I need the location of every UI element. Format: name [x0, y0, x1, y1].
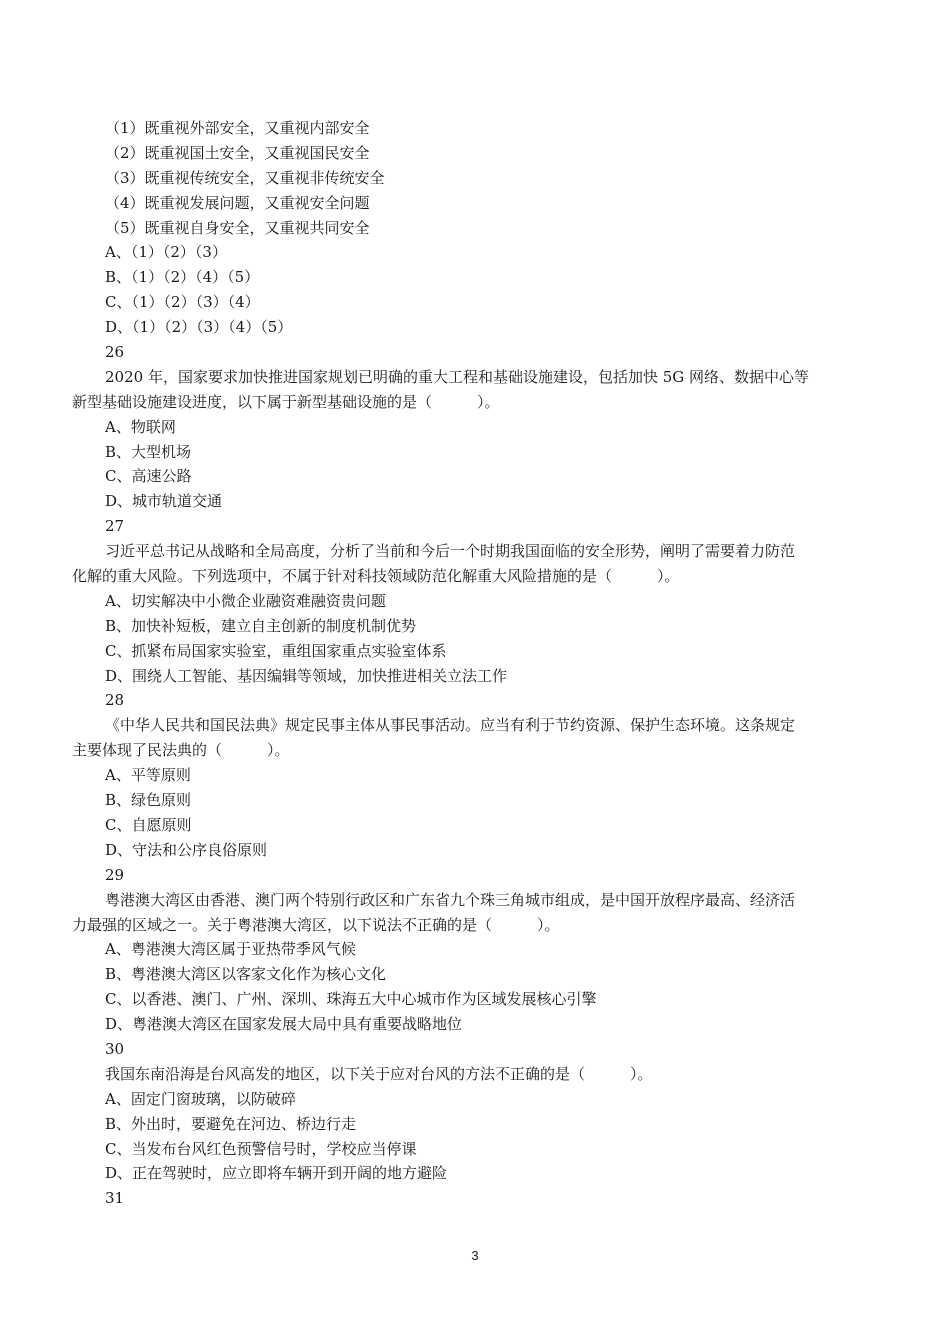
answer-option: B、外出时，要避免在河边、桥边行走	[105, 1114, 357, 1133]
statement-item: （5）既重视自身安全，又重视共同安全	[105, 218, 370, 237]
question-number: 29	[105, 865, 125, 884]
question-stem: 我国东南沿海是台风高发的地区，以下关于应对台风的方法不正确的是（ ）。	[105, 1064, 653, 1083]
answer-option: D、（1）（2）（3）（4）（5）	[105, 318, 293, 337]
answer-option: C、高速公路	[105, 467, 192, 486]
question-stem: 2020 年，国家要求加快推进国家规划已明确的重大工程和基础设施建设，包括加快 5G 网络、数据中心等	[105, 367, 810, 386]
answer-option: D、正在驾驶时，应立即将车辆开到开阔的地方避险	[105, 1164, 448, 1183]
question-stem: 力最强的区域之一。关于粤港澳大湾区，以下说法不正确的是（ ）。	[72, 915, 560, 934]
answer-option: D、守法和公序良俗原则	[105, 840, 268, 859]
question-stem: 化解的重大风险。下列选项中，不属于针对科技领域防范化解重大风险措施的是（ ）。	[72, 567, 680, 586]
answer-option: D、城市轨道交通	[105, 492, 223, 511]
answer-option: A、切实解决中小微企业融资难融资贵问题	[105, 591, 386, 610]
question-number: 30	[105, 1039, 125, 1058]
answer-option: C、抓紧布局国家实验室，重组国家重点实验室体系	[105, 641, 447, 660]
answer-option: A、平等原则	[105, 766, 191, 785]
answer-option: A、粤港澳大湾区属于亚热带季风气候	[105, 940, 356, 959]
question-stem: 习近平总书记从战略和全局高度，分析了当前和今后一个时期我国面临的安全形势，阐明了需要着力防范	[105, 542, 796, 561]
question-number: 31	[105, 1189, 125, 1208]
statement-item: （3）既重视传统安全，又重视非传统安全	[105, 168, 385, 187]
answer-option: B、绿色原则	[105, 791, 192, 810]
statement-item: （1）既重视外部安全，又重视内部安全	[105, 119, 370, 137]
answer-option: D、围绕人工智能、基因编辑等领域，加快推进相关立法工作	[105, 666, 508, 685]
answer-option: C、（1）（2）（3）（4）	[105, 293, 260, 312]
question-number: 26	[105, 343, 125, 362]
answer-option: B、大型机场	[105, 442, 192, 461]
answer-option: B、加快补短板，建立自主创新的制度机制优势	[105, 616, 417, 635]
answer-option: C、自愿原则	[105, 815, 192, 834]
question-stem: 粤港澳大湾区由香港、澳门两个特别行政区和广东省九个珠三角城市组成，是中国开放程序最高、经济活	[105, 890, 796, 909]
answer-option: C、当发布台风红色预警信号时，学校应当停课	[105, 1139, 417, 1158]
question-stem: 主要体现了民法典的（ ）。	[72, 741, 290, 760]
question-stem: 《中华人民共和国民法典》规定民事主体从事民事活动。应当有利于节约资源、保护生态环境。这条规定	[105, 716, 796, 735]
question-number: 28	[105, 691, 125, 710]
statement-item: （2）既重视国土安全，又重视国民安全	[105, 143, 370, 162]
answer-option: A、（1）（2）（3）	[105, 243, 227, 262]
answer-option: B、（1）（2）（4）（5）	[105, 268, 260, 287]
answer-option: A、物联网	[105, 417, 176, 436]
question-stem: 新型基础设施建设进度，以下属于新型基础设施的是（ ）。	[72, 392, 500, 411]
question-number: 27	[105, 517, 125, 536]
statement-item: （4）既重视发展问题，又重视安全问题	[105, 193, 370, 212]
page-number: 3	[471, 1248, 479, 1263]
document-body	[72, 116, 880, 1186]
answer-option: B、粤港澳大湾区以客家文化作为核心文化	[105, 965, 387, 984]
answer-option: C、以香港、澳门、广州、深圳、珠海五大中心城市作为区域发展核心引擎	[105, 990, 597, 1009]
answer-option: A、固定门窗玻璃，以防破碎	[105, 1089, 296, 1108]
answer-option: D、粤港澳大湾区在国家发展大局中具有重要战略地位	[105, 1015, 463, 1034]
